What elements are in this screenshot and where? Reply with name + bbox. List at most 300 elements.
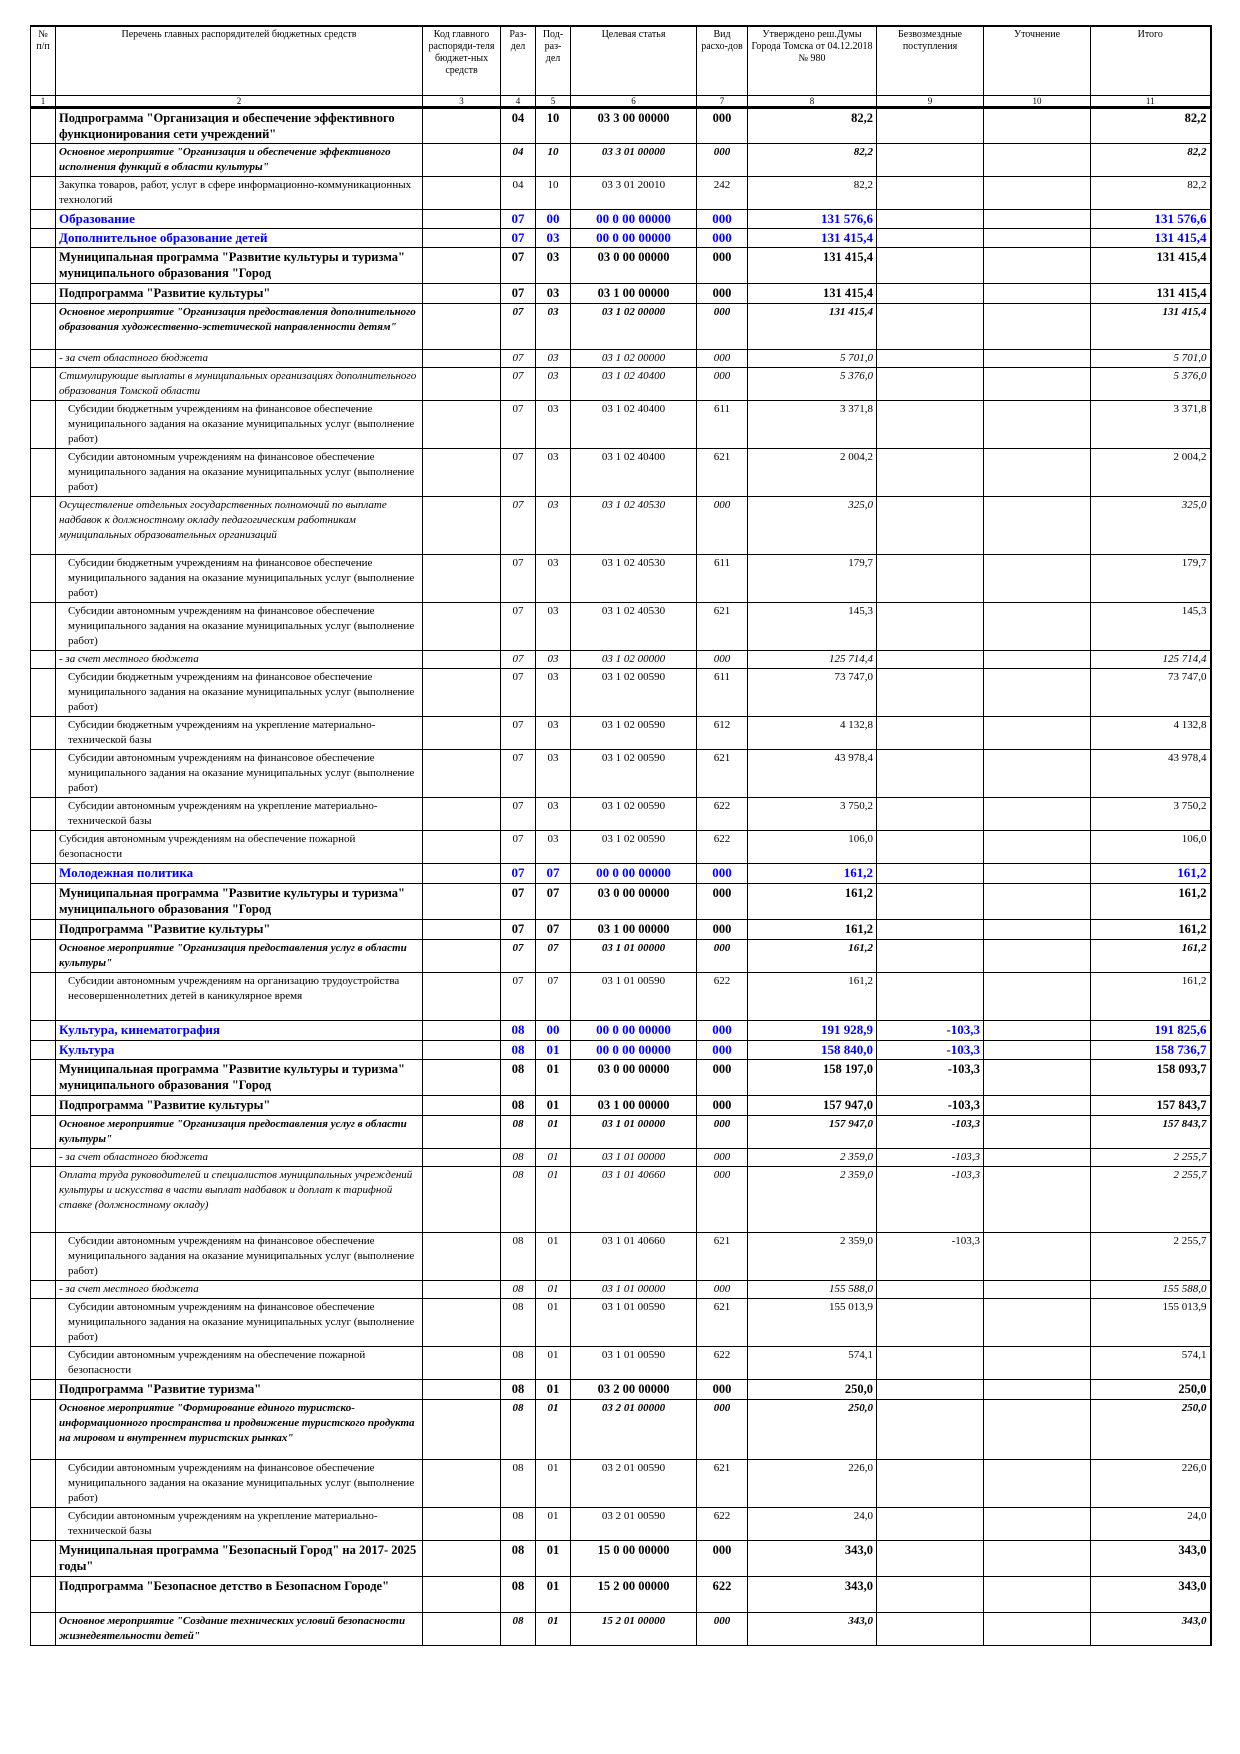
cell-target-article: 03 1 02 40530 (571, 603, 697, 651)
cell-name: Муниципальная программа "Безопасный Город" на 2017- 2025 годы" (56, 1541, 423, 1577)
cell-razdel: 07 (501, 940, 536, 973)
cell-total: 24,0 (1091, 1508, 1211, 1541)
cell-target-article: 03 1 01 40660 (571, 1233, 697, 1281)
cell-num (31, 884, 56, 920)
cell-name: Субсидии бюджетным учреждениям на укрепление материально-технической базы (56, 717, 423, 750)
cell-gratuitous (877, 717, 984, 750)
cell-gratuitous (877, 1400, 984, 1460)
cell-name: Субсидии автономным учреждениям на организацию трудоустройства несовершеннолетних детей в каникулярное время (56, 973, 423, 1021)
cell-total: 5 701,0 (1091, 350, 1211, 368)
cell-gratuitous (877, 1508, 984, 1541)
cell-num (31, 1613, 56, 1646)
cell-grbs-code (423, 1021, 501, 1041)
cell-clarification (984, 603, 1091, 651)
table-row (31, 1096, 1211, 1116)
cell-total: 131 415,4 (1091, 229, 1211, 248)
cell-approved: 3 750,2 (748, 798, 877, 831)
cell-podrazdel: 01 (536, 1299, 571, 1347)
cell-grbs-code (423, 210, 501, 229)
cell-gratuitous (877, 210, 984, 229)
cell-razdel: 07 (501, 368, 536, 401)
cell-clarification (984, 144, 1091, 177)
table-row (31, 603, 1211, 651)
cell-approved: 325,0 (748, 497, 877, 555)
cell-razdel: 08 (501, 1233, 536, 1281)
cell-approved: 43 978,4 (748, 750, 877, 798)
table-row (31, 669, 1211, 717)
cell-razdel: 07 (501, 884, 536, 920)
cell-num (31, 108, 56, 144)
header-clarification: Уточнение (984, 26, 1091, 96)
cell-razdel: 08 (501, 1116, 536, 1149)
cell-target-article: 00 0 00 00000 (571, 1041, 697, 1060)
cell-podrazdel: 03 (536, 401, 571, 449)
cell-approved: 250,0 (748, 1380, 877, 1400)
cell-name: Основное мероприятие "Организация предоставления услуг в области культуры" (56, 940, 423, 973)
cell-clarification (984, 1577, 1091, 1613)
cell-target-article: 03 3 00 00000 (571, 108, 697, 144)
cell-approved: 226,0 (748, 1460, 877, 1508)
table-row (31, 651, 1211, 669)
cell-num (31, 1149, 56, 1167)
cell-num (31, 1347, 56, 1380)
header-podrazdel: Под-раз-дел (536, 26, 571, 96)
cell-grbs-code (423, 1096, 501, 1116)
cell-name: Основное мероприятие "Организация предоставления дополнительного образования художественно-эстетической направленности детям" (56, 304, 423, 350)
cell-num (31, 368, 56, 401)
cell-podrazdel: 07 (536, 973, 571, 1021)
cell-num (31, 210, 56, 229)
cell-name: Культура, кинематография (56, 1021, 423, 1041)
cell-clarification (984, 248, 1091, 284)
cell-name: Основное мероприятие "Формирование единого туристско-информационного пространства и продвижение туристского продукта на мировом и внутреннем туристских рынках" (56, 1400, 423, 1460)
cell-podrazdel: 10 (536, 177, 571, 210)
cell-gratuitous: -103,3 (877, 1041, 984, 1060)
cell-clarification (984, 497, 1091, 555)
cell-target-article: 03 2 01 00000 (571, 1400, 697, 1460)
cell-target-article: 03 1 02 40530 (571, 555, 697, 603)
cell-grbs-code (423, 1041, 501, 1060)
cell-gratuitous (877, 1347, 984, 1380)
cell-num (31, 1233, 56, 1281)
cell-podrazdel: 03 (536, 350, 571, 368)
cell-num (31, 973, 56, 1021)
cell-clarification (984, 1041, 1091, 1060)
cell-gratuitous (877, 603, 984, 651)
cell-name: Подпрограмма "Развитие культуры" (56, 1096, 423, 1116)
cell-total: 343,0 (1091, 1541, 1211, 1577)
cell-expense-type: 000 (697, 1541, 748, 1577)
cell-podrazdel: 03 (536, 497, 571, 555)
cell-grbs-code (423, 669, 501, 717)
cell-expense-type: 621 (697, 1299, 748, 1347)
cell-expense-type: 622 (697, 1577, 748, 1613)
cell-grbs-code (423, 350, 501, 368)
cell-target-article: 00 0 00 00000 (571, 229, 697, 248)
cell-grbs-code (423, 651, 501, 669)
table-row (31, 555, 1211, 603)
cell-gratuitous (877, 1299, 984, 1347)
cell-podrazdel: 01 (536, 1347, 571, 1380)
cell-clarification (984, 304, 1091, 350)
cell-podrazdel: 10 (536, 108, 571, 144)
cell-expense-type: 621 (697, 603, 748, 651)
cell-approved: 3 371,8 (748, 401, 877, 449)
cell-razdel: 07 (501, 210, 536, 229)
cell-name: Культура (56, 1041, 423, 1060)
cell-razdel: 07 (501, 229, 536, 248)
cell-gratuitous: -103,3 (877, 1233, 984, 1281)
cell-razdel: 07 (501, 284, 536, 304)
cell-num (31, 449, 56, 497)
cell-target-article: 03 1 01 00590 (571, 1347, 697, 1380)
cell-target-article: 03 1 02 00590 (571, 750, 697, 798)
cell-target-article: 03 1 00 00000 (571, 920, 697, 940)
cell-total: 131 415,4 (1091, 304, 1211, 350)
cell-razdel: 07 (501, 831, 536, 864)
cell-num (31, 284, 56, 304)
cell-clarification (984, 1613, 1091, 1646)
cell-gratuitous (877, 884, 984, 920)
cell-name: Молодежная политика (56, 864, 423, 884)
cell-target-article: 03 1 01 40660 (571, 1167, 697, 1233)
cell-approved: 161,2 (748, 940, 877, 973)
cell-grbs-code (423, 864, 501, 884)
cell-approved: 5 376,0 (748, 368, 877, 401)
cell-num (31, 350, 56, 368)
cell-grbs-code (423, 248, 501, 284)
cell-podrazdel: 01 (536, 1460, 571, 1508)
cell-approved: 155 588,0 (748, 1281, 877, 1299)
cell-num (31, 177, 56, 210)
cell-podrazdel: 01 (536, 1380, 571, 1400)
cell-total: 574,1 (1091, 1347, 1211, 1380)
cell-clarification (984, 717, 1091, 750)
cell-podrazdel: 07 (536, 920, 571, 940)
cell-podrazdel: 10 (536, 144, 571, 177)
table-row (31, 144, 1211, 177)
cell-podrazdel: 01 (536, 1577, 571, 1613)
cell-total: 325,0 (1091, 497, 1211, 555)
cell-clarification (984, 798, 1091, 831)
cell-total: 82,2 (1091, 108, 1211, 144)
cell-expense-type: 000 (697, 1060, 748, 1096)
cell-grbs-code (423, 717, 501, 750)
cell-clarification (984, 555, 1091, 603)
cell-num (31, 1281, 56, 1299)
table-row (31, 1460, 1211, 1508)
cell-total: 82,2 (1091, 144, 1211, 177)
column-number: 6 (571, 96, 697, 108)
cell-approved: 2 359,0 (748, 1233, 877, 1281)
table-row (31, 1347, 1211, 1380)
cell-podrazdel: 01 (536, 1041, 571, 1060)
cell-name: Субсидии автономным учреждениям на финансовое обеспечение муниципального задания на оказание муниципальных услуг (выполнение работ) (56, 449, 423, 497)
cell-target-article: 15 0 00 00000 (571, 1541, 697, 1577)
cell-name: Подпрограмма "Развитие культуры" (56, 920, 423, 940)
cell-num (31, 1577, 56, 1613)
cell-clarification (984, 368, 1091, 401)
cell-num (31, 1299, 56, 1347)
cell-gratuitous (877, 284, 984, 304)
cell-razdel: 08 (501, 1299, 536, 1347)
cell-grbs-code (423, 497, 501, 555)
cell-grbs-code (423, 940, 501, 973)
cell-num (31, 1400, 56, 1460)
cell-num (31, 831, 56, 864)
cell-expense-type: 621 (697, 1233, 748, 1281)
cell-target-article: 03 1 00 00000 (571, 284, 697, 304)
cell-razdel: 08 (501, 1096, 536, 1116)
cell-target-article: 03 1 01 00000 (571, 1281, 697, 1299)
cell-num (31, 229, 56, 248)
cell-total: 5 376,0 (1091, 368, 1211, 401)
cell-name: Осуществление отдельных государственных полномочий по выплате надбавок к должностному окладу педагогическим работникам муниципальных образовательных организаций (56, 497, 423, 555)
cell-podrazdel: 01 (536, 1613, 571, 1646)
header-grbs-code: Код главного распоряди-теля бюджет-ных средств (423, 26, 501, 96)
column-number: 8 (748, 96, 877, 108)
cell-expense-type: 000 (697, 1041, 748, 1060)
cell-num (31, 717, 56, 750)
cell-clarification (984, 651, 1091, 669)
cell-target-article: 03 1 01 00000 (571, 940, 697, 973)
cell-podrazdel: 03 (536, 304, 571, 350)
cell-total: 2 255,7 (1091, 1233, 1211, 1281)
table-row (31, 1116, 1211, 1149)
table-row (31, 798, 1211, 831)
table-body (31, 108, 1211, 1646)
column-number: 11 (1091, 96, 1211, 108)
table-row (31, 108, 1211, 144)
cell-approved: 157 947,0 (748, 1116, 877, 1149)
cell-grbs-code (423, 449, 501, 497)
column-number: 2 (56, 96, 423, 108)
table-row (31, 368, 1211, 401)
cell-gratuitous (877, 449, 984, 497)
cell-num (31, 248, 56, 284)
cell-clarification (984, 1380, 1091, 1400)
cell-grbs-code (423, 401, 501, 449)
table-row (31, 973, 1211, 1021)
cell-num (31, 864, 56, 884)
table-row (31, 831, 1211, 864)
cell-gratuitous (877, 497, 984, 555)
cell-target-article: 15 2 01 00000 (571, 1613, 697, 1646)
cell-clarification (984, 1149, 1091, 1167)
cell-podrazdel: 03 (536, 717, 571, 750)
cell-target-article: 03 2 01 00590 (571, 1508, 697, 1541)
cell-gratuitous: -103,3 (877, 1060, 984, 1096)
table-row (31, 864, 1211, 884)
cell-target-article: 03 3 01 00000 (571, 144, 697, 177)
cell-total: 131 415,4 (1091, 284, 1211, 304)
table-row (31, 1281, 1211, 1299)
cell-podrazdel: 01 (536, 1281, 571, 1299)
cell-target-article: 03 2 01 00590 (571, 1460, 697, 1508)
header-num: № п/п (31, 26, 56, 96)
cell-expense-type: 621 (697, 750, 748, 798)
cell-clarification (984, 1096, 1091, 1116)
cell-name: Субсидии автономным учреждениям на обеспечение пожарной безопасности (56, 1347, 423, 1380)
cell-total: 158 736,7 (1091, 1041, 1211, 1060)
cell-expense-type: 000 (697, 304, 748, 350)
cell-num (31, 1021, 56, 1041)
cell-name: Стимулирующие выплаты в муниципальных организациях дополнительного образования Томской области (56, 368, 423, 401)
cell-total: 250,0 (1091, 1400, 1211, 1460)
cell-name: Дополнительное образование детей (56, 229, 423, 248)
cell-name: Основное мероприятие "Создание технических условий безопасности жизнедеятельности детей" (56, 1613, 423, 1646)
table-header-row (31, 26, 1211, 96)
cell-grbs-code (423, 1233, 501, 1281)
cell-target-article: 03 1 02 40530 (571, 497, 697, 555)
table-row (31, 1508, 1211, 1541)
cell-gratuitous (877, 798, 984, 831)
cell-approved: 73 747,0 (748, 669, 877, 717)
cell-name: Субсидии автономным учреждениям на финансовое обеспечение муниципального задания на оказание муниципальных услуг (выполнение работ) (56, 603, 423, 651)
cell-name: - за счет областного бюджета (56, 350, 423, 368)
cell-target-article: 03 1 02 00590 (571, 831, 697, 864)
cell-total: 82,2 (1091, 177, 1211, 210)
cell-gratuitous (877, 368, 984, 401)
table-row (31, 1167, 1211, 1233)
cell-name: - за счет областного бюджета (56, 1149, 423, 1167)
cell-razdel: 07 (501, 449, 536, 497)
cell-num (31, 651, 56, 669)
cell-clarification (984, 1460, 1091, 1508)
cell-num (31, 1167, 56, 1233)
header-approved: Утверждено реш.Думы Города Томска от 04.12.2018 № 980 (748, 26, 877, 96)
cell-podrazdel: 03 (536, 229, 571, 248)
cell-num (31, 1460, 56, 1508)
cell-name: Субсидии автономным учреждениям на укрепление материально-технической базы (56, 1508, 423, 1541)
cell-name: Закупка товаров, работ, услуг в сфере информационно-коммуникационных технологий (56, 177, 423, 210)
cell-approved: 155 013,9 (748, 1299, 877, 1347)
cell-approved: 250,0 (748, 1400, 877, 1460)
cell-target-article: 00 0 00 00000 (571, 210, 697, 229)
cell-approved: 574,1 (748, 1347, 877, 1380)
cell-clarification (984, 1021, 1091, 1041)
table-row (31, 1541, 1211, 1577)
cell-gratuitous (877, 920, 984, 940)
budget-sheet (30, 25, 1210, 1646)
cell-approved: 161,2 (748, 864, 877, 884)
cell-gratuitous (877, 1281, 984, 1299)
cell-gratuitous: -103,3 (877, 1167, 984, 1233)
cell-target-article: 03 3 01 20010 (571, 177, 697, 210)
cell-approved: 158 840,0 (748, 1041, 877, 1060)
header-razdel: Раз-дел (501, 26, 536, 96)
cell-name: Оплата труда руководителей и специалистов муниципальных учреждений культуры и искусства в части выплат надбавок и доплат к тарифной ставке (должностному окладу) (56, 1167, 423, 1233)
cell-total: 125 714,4 (1091, 651, 1211, 669)
table-row (31, 940, 1211, 973)
cell-razdel: 08 (501, 1060, 536, 1096)
cell-expense-type: 000 (697, 1400, 748, 1460)
table-row (31, 1233, 1211, 1281)
cell-num (31, 497, 56, 555)
cell-num (31, 304, 56, 350)
cell-num (31, 603, 56, 651)
cell-expense-type: 000 (697, 1096, 748, 1116)
cell-name: Субсидии бюджетным учреждениям на финансовое обеспечение муниципального задания на оказание муниципальных услуг (выполнение работ) (56, 555, 423, 603)
cell-approved: 343,0 (748, 1577, 877, 1613)
cell-podrazdel: 01 (536, 1116, 571, 1149)
table-row (31, 401, 1211, 449)
cell-name: Основное мероприятие "Организация и обеспечение эффективного исполнения функций в области культуры" (56, 144, 423, 177)
table-row (31, 248, 1211, 284)
cell-grbs-code (423, 108, 501, 144)
cell-target-article: 03 1 01 00590 (571, 973, 697, 1021)
cell-expense-type: 622 (697, 973, 748, 1021)
table-row (31, 177, 1211, 210)
cell-total: 2 004,2 (1091, 449, 1211, 497)
cell-clarification (984, 1347, 1091, 1380)
cell-razdel: 07 (501, 401, 536, 449)
cell-gratuitous (877, 1380, 984, 1400)
cell-expense-type: 000 (697, 651, 748, 669)
cell-podrazdel: 03 (536, 449, 571, 497)
cell-name: Муниципальная программа "Развитие культуры и туризма" муниципального образования "Город (56, 884, 423, 920)
cell-gratuitous (877, 864, 984, 884)
cell-total: 106,0 (1091, 831, 1211, 864)
cell-expense-type: 000 (697, 1613, 748, 1646)
cell-clarification (984, 210, 1091, 229)
cell-total: 131 415,4 (1091, 248, 1211, 284)
cell-gratuitous (877, 973, 984, 1021)
cell-gratuitous: -103,3 (877, 1096, 984, 1116)
cell-approved: 82,2 (748, 177, 877, 210)
column-number: 3 (423, 96, 501, 108)
cell-podrazdel: 01 (536, 1400, 571, 1460)
cell-podrazdel: 01 (536, 1233, 571, 1281)
cell-target-article: 03 1 02 00000 (571, 651, 697, 669)
cell-total: 343,0 (1091, 1577, 1211, 1613)
cell-razdel: 08 (501, 1577, 536, 1613)
cell-grbs-code (423, 304, 501, 350)
cell-expense-type: 000 (697, 940, 748, 973)
cell-target-article: 03 1 02 00000 (571, 350, 697, 368)
header-gratuitous: Безвозмездные поступления (877, 26, 984, 96)
cell-grbs-code (423, 603, 501, 651)
cell-total: 43 978,4 (1091, 750, 1211, 798)
cell-num (31, 669, 56, 717)
cell-gratuitous (877, 350, 984, 368)
cell-target-article: 03 1 01 00590 (571, 1299, 697, 1347)
column-number: 10 (984, 96, 1091, 108)
cell-num (31, 1380, 56, 1400)
cell-clarification (984, 108, 1091, 144)
cell-expense-type: 000 (697, 1116, 748, 1149)
cell-expense-type: 000 (697, 210, 748, 229)
cell-expense-type: 622 (697, 831, 748, 864)
column-number: 7 (697, 96, 748, 108)
cell-total: 161,2 (1091, 973, 1211, 1021)
cell-razdel: 07 (501, 920, 536, 940)
cell-approved: 179,7 (748, 555, 877, 603)
cell-name: Муниципальная программа "Развитие культуры и туризма" муниципального образования "Город (56, 1060, 423, 1096)
table-row (31, 449, 1211, 497)
cell-name: Основное мероприятие "Организация предоставления услуг в области культуры" (56, 1116, 423, 1149)
cell-gratuitous (877, 248, 984, 284)
cell-clarification (984, 449, 1091, 497)
cell-grbs-code (423, 798, 501, 831)
cell-name: Субсидии бюджетным учреждениям на финансовое обеспечение муниципального задания на оказание муниципальных услуг (выполнение работ) (56, 401, 423, 449)
cell-grbs-code (423, 1613, 501, 1646)
cell-grbs-code (423, 1299, 501, 1347)
cell-expense-type: 000 (697, 229, 748, 248)
cell-target-article: 03 1 01 00000 (571, 1149, 697, 1167)
cell-approved: 158 197,0 (748, 1060, 877, 1096)
table-row (31, 920, 1211, 940)
